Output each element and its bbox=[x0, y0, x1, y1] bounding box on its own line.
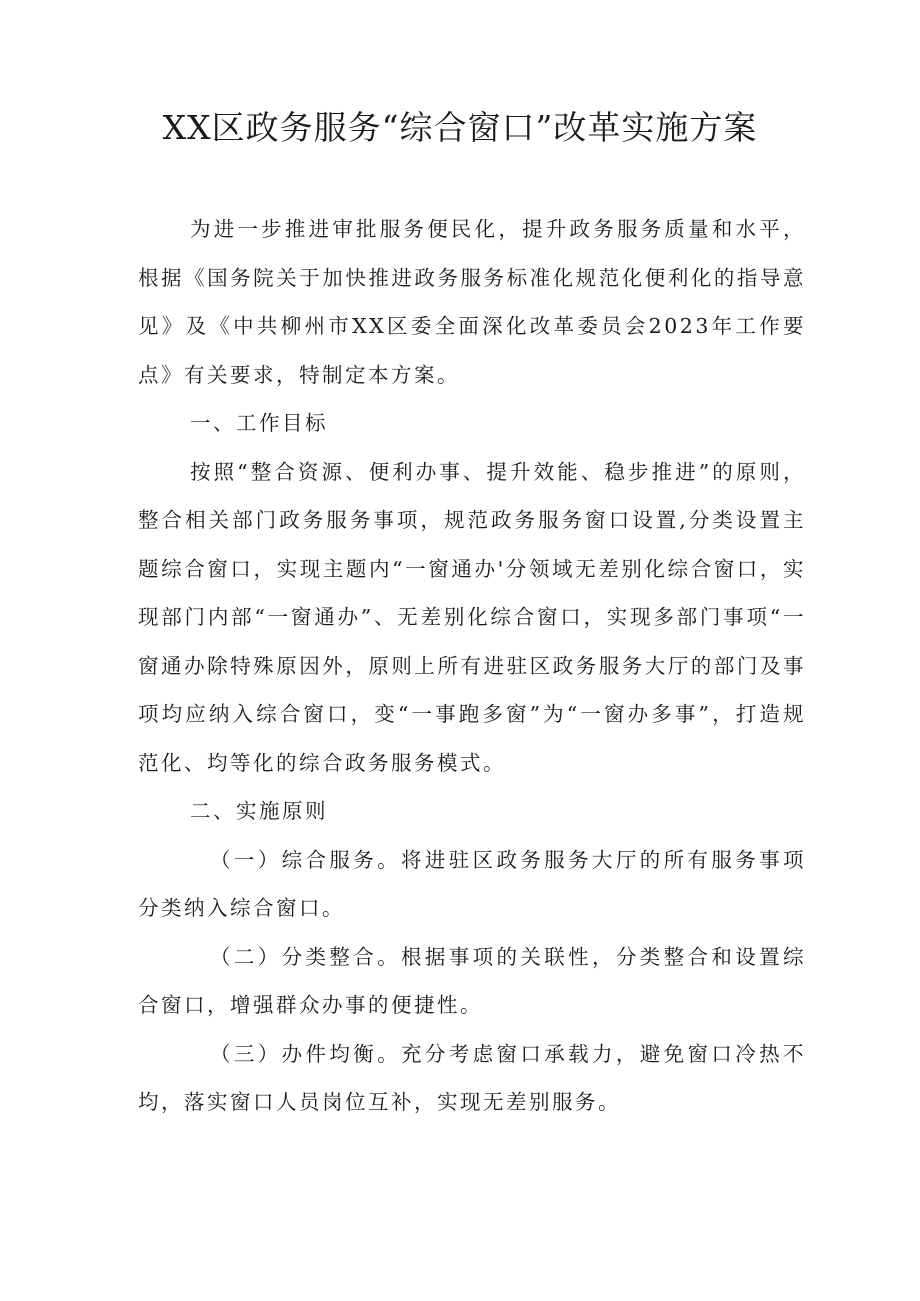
document-body bbox=[138, 205, 806, 1127]
goals-paragraph: 按照“整合资源、便利办事、提升效能、稳步推进”的原则，整合相关部门政务服务事项，规范政务服务窗口设置,分类设置主题综合窗口，实现主题内“一窗通办'分领域无差别化综合窗口，实现部门内部“一窗通办”、无差别化综合窗口，实现多部门事项“一窗通办除特殊原因外，原则上所有进驻区政务服务大厅的部门及事项均应纳入综合窗口，变“一事跑多窗”为“一窗办多事”，打造规范化、均等化的综合政务服务模式。 bbox=[138, 459, 806, 775]
section-heading-principles: 二、实施原则 bbox=[190, 799, 328, 823]
principle-item-2: （二）分类整合。根据事项的关联性，分类整合和设置综合窗口，增强群众办事的便捷性。 bbox=[138, 944, 806, 1017]
intro-paragraph: 为进一步推进审批服务便民化，提升政务服务质量和水平，根据《国务院关于加快推进政务服务标准化规范化便利化的指导意见》及《中共柳州市XX区委全面深化改革委员会2023年工作要点》有关要求，特制定本方案。 bbox=[138, 217, 806, 387]
principle-item-3: （三）办件均衡。充分考虑窗口承载力，避免窗口冷热不均，落实窗口人员岗位互补，实现无差别服务。 bbox=[138, 1041, 806, 1114]
section-heading-goals: 一、工作目标 bbox=[190, 411, 328, 435]
principle-item-1: （一）综合服务。将进驻区政务服务大厅的所有服务事项分类纳入综合窗口。 bbox=[138, 847, 806, 920]
document-title: XX区政务服务“综合窗口”改革实施方案 bbox=[162, 108, 758, 147]
